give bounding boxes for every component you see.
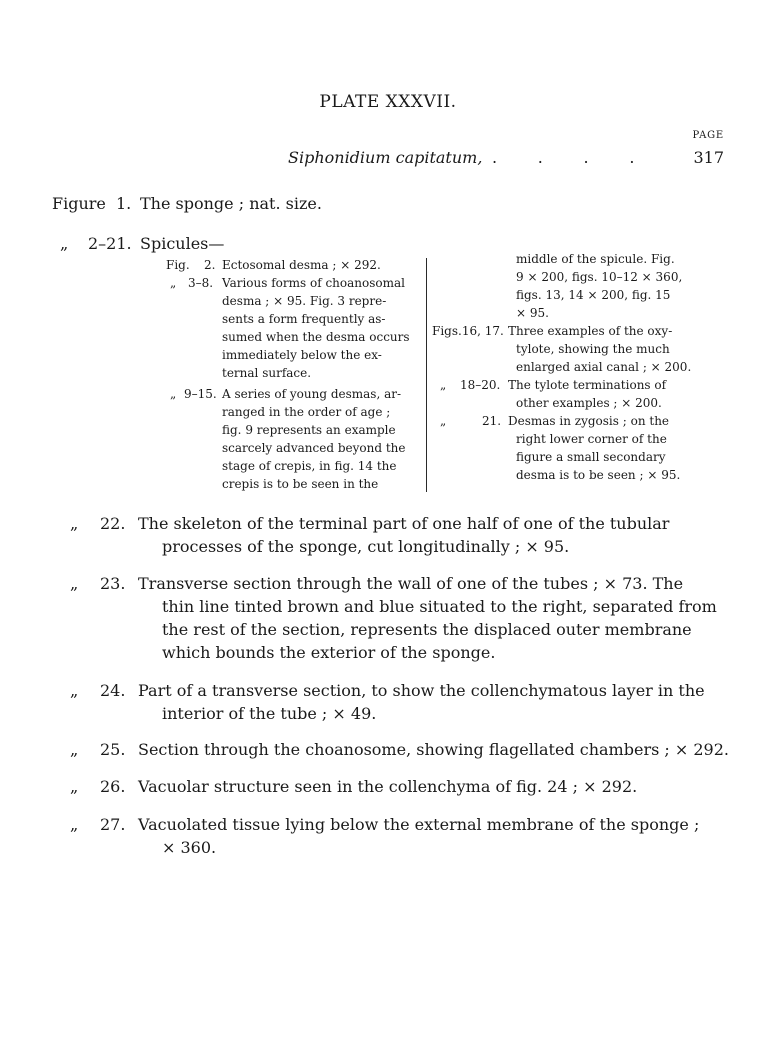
spicules-right-column bbox=[432, 250, 692, 484]
figure-1-number: 1. bbox=[116, 194, 132, 213]
item-label: „ bbox=[440, 414, 447, 428]
figure-1-caption: The sponge ; nat. size. bbox=[140, 194, 322, 213]
caption-line: The skeleton of the terminal part of one half of one of the tubular bbox=[138, 514, 670, 533]
item-line: tylote, showing the much bbox=[516, 342, 670, 356]
item-number: 3–8. bbox=[188, 276, 214, 290]
item-line: Desmas in zygosis ; on the bbox=[508, 414, 670, 428]
ditto-mark: „ bbox=[70, 815, 79, 834]
item-line: other examples ; × 200. bbox=[516, 396, 662, 410]
item-line: Ectosomal desma ; × 292. bbox=[222, 258, 381, 272]
item-line: scarcely advanced beyond the bbox=[222, 441, 406, 455]
ditto-mark: „ bbox=[70, 574, 79, 593]
item-line: × 95. bbox=[516, 306, 549, 320]
continuation-text bbox=[432, 250, 692, 322]
item-line: The tylote terminations of bbox=[508, 378, 667, 392]
caption-line: which bounds the exterior of the sponge. bbox=[162, 643, 496, 662]
list-item bbox=[166, 385, 421, 493]
item-number: 9–15. bbox=[184, 387, 217, 401]
item-line: figs. 13, 14 × 200, fig. 15 bbox=[516, 288, 671, 302]
item-line: desma ; × 95. Fig. 3 repre- bbox=[222, 294, 387, 308]
item-line: Three examples of the oxy- bbox=[508, 324, 673, 338]
figure-label: Figure bbox=[52, 194, 106, 213]
item-number: 2. bbox=[204, 258, 216, 272]
item-line: sumed when the desma occurs bbox=[222, 330, 410, 344]
item-label: „ bbox=[170, 276, 177, 290]
figure-number: 25. bbox=[100, 740, 126, 759]
item-line: immediately below the ex- bbox=[222, 348, 382, 362]
caption-line: processes of the sponge, cut longitudinally ; × 95. bbox=[162, 537, 570, 556]
figure-number: 22. bbox=[100, 514, 126, 533]
page-number: 317 bbox=[693, 148, 724, 167]
dot-leaders: . . . . bbox=[492, 148, 635, 167]
item-label: Fig. bbox=[166, 258, 190, 272]
ditto-mark: „ bbox=[70, 740, 79, 759]
caption-line: Part of a transverse section, to show the collenchymatous layer in the bbox=[138, 681, 705, 700]
caption-line: interior of the tube ; × 49. bbox=[162, 704, 377, 723]
caption-line: Transverse section through the wall of one of the tubes ; × 73. The bbox=[138, 574, 684, 593]
column-divider bbox=[426, 258, 427, 492]
species-name: Siphonidium capitatum, bbox=[288, 148, 483, 167]
caption-line: the rest of the section, represents the displaced outer membrane bbox=[162, 620, 692, 639]
item-line: sents a form frequently as- bbox=[222, 312, 386, 326]
item-line: ranged in the order of age ; bbox=[222, 405, 391, 419]
item-number: 21. bbox=[482, 414, 502, 428]
item-label: „ bbox=[440, 378, 447, 392]
page-column-label: PAGE bbox=[692, 130, 724, 141]
figure-number: 27. bbox=[100, 815, 126, 834]
item-line: ternal surface. bbox=[222, 366, 312, 380]
item-line: desma is to be seen ; × 95. bbox=[516, 468, 681, 482]
item-line: enlarged axial canal ; × 200. bbox=[516, 360, 692, 374]
item-label: Figs.16, 17. bbox=[432, 324, 504, 338]
item-line: middle of the spicule. Fig. bbox=[516, 252, 675, 266]
item-line: right lower corner of the bbox=[516, 432, 667, 446]
item-line: A series of young desmas, ar- bbox=[222, 387, 402, 401]
item-line: stage of crepis, in fig. 14 the bbox=[222, 459, 397, 473]
figure-number: 23. bbox=[100, 574, 126, 593]
caption-line: Vacuolar structure seen in the collenchyma of fig. 24 ; × 292. bbox=[138, 777, 638, 796]
plate-title: PLATE XXXVII. bbox=[319, 92, 457, 112]
item-line: fig. 9 represents an example bbox=[222, 423, 396, 437]
spicules-left-column bbox=[166, 256, 421, 493]
caption-line: × 360. bbox=[162, 838, 217, 857]
list-item bbox=[432, 376, 692, 412]
ditto-mark: „ bbox=[70, 514, 79, 533]
list-item bbox=[432, 322, 692, 376]
ditto-mark: „ bbox=[70, 681, 79, 700]
caption-line: thin line tinted brown and blue situated to the right, separated from bbox=[162, 597, 717, 616]
figure-number: 24. bbox=[100, 681, 126, 700]
list-item bbox=[432, 412, 692, 484]
figure-number: 26. bbox=[100, 777, 126, 796]
caption-line: Section through the choanosome, showing flagellated chambers ; × 292. bbox=[138, 740, 729, 759]
item-line: crepis is to be seen in the bbox=[222, 477, 379, 491]
item-label: „ bbox=[170, 387, 177, 401]
spicules-heading: Spicules— bbox=[140, 234, 225, 253]
list-item bbox=[166, 256, 421, 274]
item-line: Various forms of choanosomal bbox=[222, 276, 405, 290]
ditto-mark: „ bbox=[70, 777, 79, 796]
caption-line: Vacuolated tissue lying below the external membrane of the sponge ; bbox=[138, 815, 700, 834]
ditto-mark: „ bbox=[60, 234, 69, 253]
item-line: figure a small secondary bbox=[516, 450, 666, 464]
spicules-range: 2–21. bbox=[88, 234, 132, 253]
list-item bbox=[166, 274, 421, 382]
item-line: 9 × 200, figs. 10–12 × 360, bbox=[516, 270, 683, 284]
item-number: 18–20. bbox=[460, 378, 501, 392]
